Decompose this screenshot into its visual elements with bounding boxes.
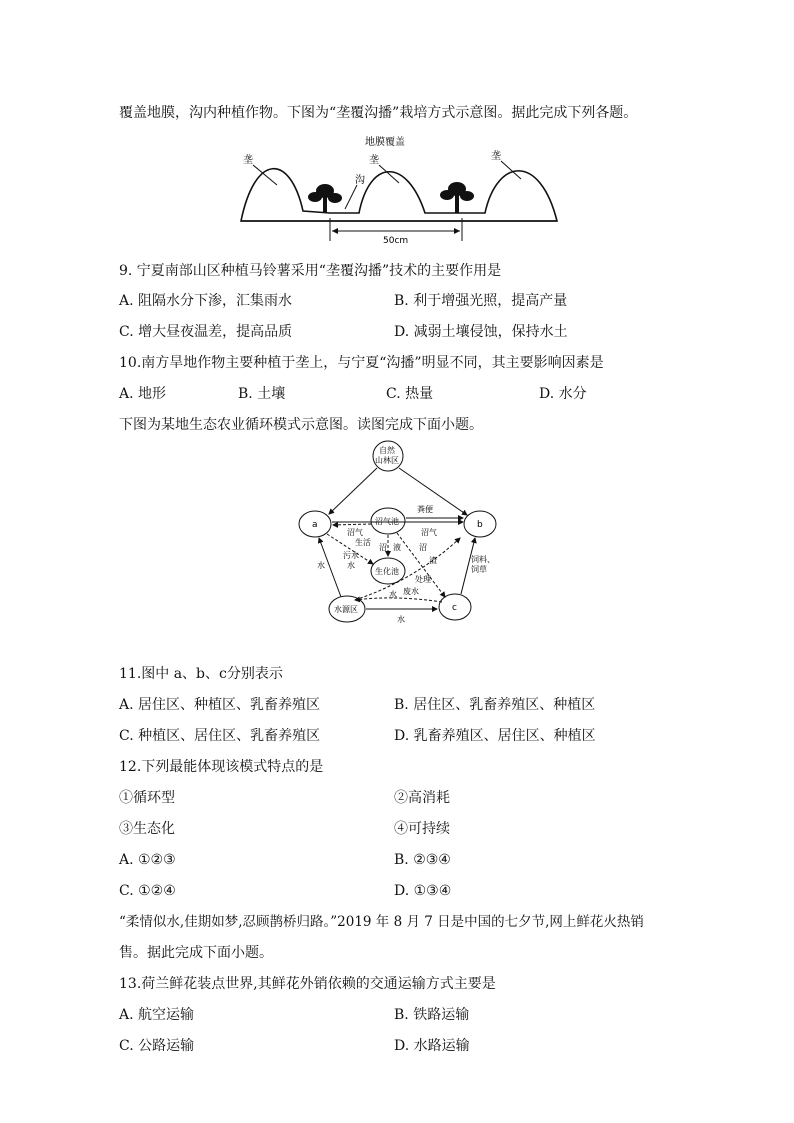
- svg-text:水源区: 水源区: [334, 605, 358, 614]
- q10-option-a[interactable]: A. 地形: [119, 386, 167, 402]
- furrow-label: 沟: [355, 175, 365, 186]
- svg-text:生活: 生活: [355, 538, 371, 547]
- svg-text:沼: 沼: [379, 543, 387, 552]
- svg-text:沼: 沼: [419, 543, 427, 552]
- q12-option-d[interactable]: D. ①③④: [394, 883, 452, 899]
- svg-text:生化池: 生化池: [375, 567, 399, 576]
- q12-option-a[interactable]: A. ①②③: [119, 852, 176, 868]
- svg-text:沼气: 沼气: [347, 528, 363, 537]
- q13-option-c[interactable]: C. 公路运输: [119, 1038, 195, 1054]
- ridge-label-2: 垄: [369, 155, 379, 166]
- ridge-label-1: 垄: [243, 155, 253, 166]
- q12-item-1: ①循环型: [119, 790, 175, 806]
- q9-option-d[interactable]: D. 减弱土壤侵蚀，保持水土: [394, 324, 568, 340]
- q11-option-c[interactable]: C. 种植区、居住区、乳畜养殖区: [119, 728, 321, 744]
- q12-item-2: ②高消耗: [394, 790, 450, 806]
- svg-text:污水: 污水: [343, 551, 359, 560]
- svg-text:沼气池: 沼气池: [375, 517, 399, 526]
- eco-cycle-figure: [295, 440, 505, 625]
- q11-option-d[interactable]: D. 乳畜养殖区、居住区、种植区: [394, 728, 596, 744]
- q9-stem: 9. 宁夏南部山区种植马铃薯采用“垄覆沟播”技术的主要作用是: [119, 263, 502, 279]
- q12-option-c[interactable]: C. ①②④: [119, 883, 176, 899]
- fig1-title: 地膜覆盖: [365, 137, 405, 148]
- svg-text:沼气: 沼气: [421, 528, 437, 537]
- q12-item-3: ③生态化: [119, 821, 175, 837]
- q13-option-a[interactable]: A. 航空运输: [119, 1007, 195, 1023]
- width-label: 50cm: [383, 236, 409, 245]
- svg-text:水: 水: [317, 561, 325, 570]
- intro-text-1: 覆盖地膜，沟内种植作物。下图为“垄覆沟播”栽培方式示意图。据此完成下列各题。: [119, 105, 638, 121]
- q10-option-d[interactable]: D. 水分: [539, 386, 587, 402]
- svg-text:水: 水: [347, 561, 355, 570]
- svg-text:液: 液: [393, 543, 401, 552]
- q12-item-4: ④可持续: [394, 821, 450, 837]
- q9-option-a[interactable]: A. 阻隔水分下渗，汇集雨水: [119, 293, 293, 309]
- q13-stem: 13.荷兰鲜花装点世界,其鲜花外销依赖的交通运输方式主要是: [119, 976, 496, 992]
- q11-stem: 11.图中 a、b、c分别表示: [119, 666, 283, 682]
- svg-text:水: 水: [389, 590, 397, 599]
- svg-text:渣: 渣: [429, 556, 437, 565]
- intro-text-3a: “柔情似水,佳期如梦,忍顾鹊桥归路。”2019 年 8 月 7 日是中国的七夕节,网上鲜花火热销: [119, 914, 644, 930]
- q13-option-b[interactable]: B. 铁路运输: [394, 1007, 470, 1023]
- q11-option-a[interactable]: A. 居住区、种植区、乳畜养殖区: [119, 697, 321, 713]
- svg-text:处理: 处理: [415, 575, 431, 584]
- svg-text:c: c: [452, 603, 457, 613]
- svg-text:a: a: [312, 520, 318, 530]
- q13-option-d[interactable]: D. 水路运输: [394, 1038, 470, 1054]
- svg-text:b: b: [477, 520, 483, 530]
- ridge-label-3: 垄: [491, 151, 501, 162]
- svg-text:粪便: 粪便: [417, 505, 433, 514]
- svg-text:山林区: 山林区: [375, 456, 399, 465]
- svg-text:饲草: 饲草: [471, 565, 487, 574]
- q10-stem: 10.南方旱地作物主要种植于垄上，与宁夏“沟播”明显不同，其主要影响因素是: [119, 355, 604, 371]
- q10-option-c[interactable]: C. 热量: [386, 386, 434, 402]
- plant-icon-1: [308, 184, 342, 213]
- svg-text:废水: 废水: [403, 587, 419, 596]
- plant-icon-2: [440, 182, 474, 213]
- svg-text:水: 水: [397, 615, 405, 624]
- intro-text-2: 下图为某地生态农业循环模式示意图。读图完成下面小题。: [119, 417, 483, 433]
- ridge-furrow-figure: [235, 133, 565, 245]
- svg-text:饲料、: 饲料、: [471, 555, 495, 564]
- q12-stem: 12.下列最能体现该模式特点的是: [119, 759, 324, 775]
- q11-option-b[interactable]: B. 居住区、乳畜养殖区、种植区: [394, 697, 596, 713]
- q10-option-b[interactable]: B. 土壤: [238, 386, 286, 402]
- q9-option-b[interactable]: B. 利于增强光照，提高产量: [394, 293, 568, 309]
- intro-text-3b: 售。据此完成下面小题。: [119, 945, 273, 961]
- svg-text:自然: 自然: [379, 446, 395, 455]
- q12-option-b[interactable]: B. ②③④: [394, 852, 451, 868]
- q9-option-c[interactable]: C. 增大昼夜温差，提高品质: [119, 324, 293, 340]
